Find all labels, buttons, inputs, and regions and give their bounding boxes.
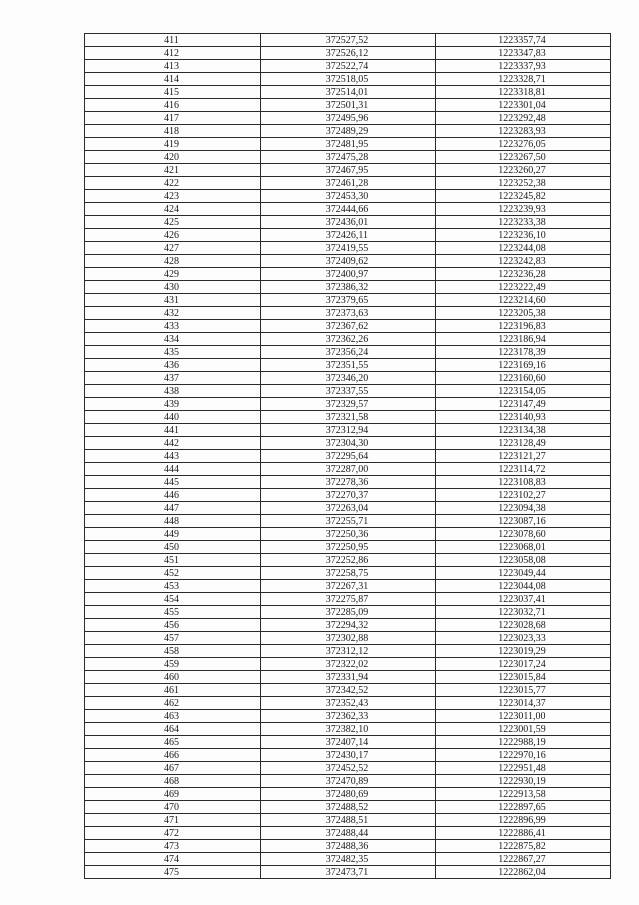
y-coordinate-cell: 1223128,49 bbox=[436, 437, 611, 450]
table-row bbox=[85, 632, 611, 645]
table-row bbox=[85, 528, 611, 541]
table-row bbox=[85, 242, 611, 255]
x-coordinate-cell: 372430,17 bbox=[261, 749, 436, 762]
y-coordinate-cell: 1223186,94 bbox=[436, 333, 611, 346]
y-coordinate-cell: 1223205,38 bbox=[436, 307, 611, 320]
point-number-cell: 455 bbox=[85, 606, 261, 619]
x-coordinate-cell: 372346,20 bbox=[261, 372, 436, 385]
point-number-cell: 450 bbox=[85, 541, 261, 554]
table-row bbox=[85, 411, 611, 424]
y-coordinate-cell: 1222970,16 bbox=[436, 749, 611, 762]
table-row bbox=[85, 866, 611, 879]
point-number-cell: 461 bbox=[85, 684, 261, 697]
point-number-cell: 470 bbox=[85, 801, 261, 814]
y-coordinate-cell: 1222930,19 bbox=[436, 775, 611, 788]
point-number-cell: 417 bbox=[85, 112, 261, 125]
y-coordinate-cell: 1222862,04 bbox=[436, 866, 611, 879]
y-coordinate-cell: 1222913,58 bbox=[436, 788, 611, 801]
x-coordinate-cell: 372287,00 bbox=[261, 463, 436, 476]
x-coordinate-cell: 372386,32 bbox=[261, 281, 436, 294]
table-row bbox=[85, 710, 611, 723]
table-row bbox=[85, 73, 611, 86]
point-number-cell: 454 bbox=[85, 593, 261, 606]
table-row bbox=[85, 372, 611, 385]
y-coordinate-cell: 1223318,81 bbox=[436, 86, 611, 99]
table-row bbox=[85, 450, 611, 463]
x-coordinate-cell: 372400,97 bbox=[261, 268, 436, 281]
y-coordinate-cell: 1223032,71 bbox=[436, 606, 611, 619]
x-coordinate-cell: 372373,63 bbox=[261, 307, 436, 320]
y-coordinate-cell: 1223267,50 bbox=[436, 151, 611, 164]
y-coordinate-cell: 1223114,72 bbox=[436, 463, 611, 476]
point-number-cell: 438 bbox=[85, 385, 261, 398]
x-coordinate-cell: 372352,43 bbox=[261, 697, 436, 710]
table-row bbox=[85, 229, 611, 242]
y-coordinate-cell: 1222896,99 bbox=[436, 814, 611, 827]
y-coordinate-cell: 1223245,82 bbox=[436, 190, 611, 203]
y-coordinate-cell: 1223222,49 bbox=[436, 281, 611, 294]
x-coordinate-cell: 372473,71 bbox=[261, 866, 436, 879]
x-coordinate-cell: 372295,64 bbox=[261, 450, 436, 463]
point-number-cell: 440 bbox=[85, 411, 261, 424]
x-coordinate-cell: 372337,55 bbox=[261, 385, 436, 398]
point-number-cell: 437 bbox=[85, 372, 261, 385]
table-row bbox=[85, 47, 611, 60]
table-row bbox=[85, 216, 611, 229]
table-row bbox=[85, 749, 611, 762]
table-row bbox=[85, 541, 611, 554]
y-coordinate-cell: 1223236,28 bbox=[436, 268, 611, 281]
table-row bbox=[85, 476, 611, 489]
y-coordinate-cell: 1223019,29 bbox=[436, 645, 611, 658]
point-number-cell: 413 bbox=[85, 60, 261, 73]
x-coordinate-cell: 372495,96 bbox=[261, 112, 436, 125]
x-coordinate-cell: 372270,37 bbox=[261, 489, 436, 502]
table-row bbox=[85, 255, 611, 268]
table-row bbox=[85, 437, 611, 450]
point-number-cell: 421 bbox=[85, 164, 261, 177]
x-coordinate-cell: 372489,29 bbox=[261, 125, 436, 138]
y-coordinate-cell: 1223301,04 bbox=[436, 99, 611, 112]
x-coordinate-cell: 372252,86 bbox=[261, 554, 436, 567]
point-number-cell: 462 bbox=[85, 697, 261, 710]
x-coordinate-cell: 372426,11 bbox=[261, 229, 436, 242]
table-row bbox=[85, 502, 611, 515]
point-number-cell: 475 bbox=[85, 866, 261, 879]
y-coordinate-cell: 1223169,16 bbox=[436, 359, 611, 372]
point-number-cell: 411 bbox=[85, 34, 261, 47]
y-coordinate-cell: 1223214,60 bbox=[436, 294, 611, 307]
x-coordinate-cell: 372461,28 bbox=[261, 177, 436, 190]
point-number-cell: 473 bbox=[85, 840, 261, 853]
table-row bbox=[85, 827, 611, 840]
point-number-cell: 467 bbox=[85, 762, 261, 775]
table-row bbox=[85, 580, 611, 593]
point-number-cell: 433 bbox=[85, 320, 261, 333]
point-number-cell: 425 bbox=[85, 216, 261, 229]
table-row bbox=[85, 125, 611, 138]
x-coordinate-cell: 372250,95 bbox=[261, 541, 436, 554]
point-number-cell: 449 bbox=[85, 528, 261, 541]
x-coordinate-cell: 372255,71 bbox=[261, 515, 436, 528]
table-row bbox=[85, 346, 611, 359]
table-row bbox=[85, 515, 611, 528]
x-coordinate-cell: 372331,94 bbox=[261, 671, 436, 684]
y-coordinate-cell: 1222875,82 bbox=[436, 840, 611, 853]
table-row bbox=[85, 671, 611, 684]
x-coordinate-cell: 372514,01 bbox=[261, 86, 436, 99]
point-number-cell: 463 bbox=[85, 710, 261, 723]
x-coordinate-cell: 372518,05 bbox=[261, 73, 436, 86]
coordinates-table bbox=[84, 33, 611, 879]
point-number-cell: 419 bbox=[85, 138, 261, 151]
table-row bbox=[85, 723, 611, 736]
point-number-cell: 466 bbox=[85, 749, 261, 762]
point-number-cell: 412 bbox=[85, 47, 261, 60]
table-row bbox=[85, 203, 611, 216]
table-row bbox=[85, 281, 611, 294]
x-coordinate-cell: 372453,30 bbox=[261, 190, 436, 203]
coordinates-table-body bbox=[85, 34, 611, 879]
point-number-cell: 447 bbox=[85, 502, 261, 515]
x-coordinate-cell: 372379,65 bbox=[261, 294, 436, 307]
y-coordinate-cell: 1223283,93 bbox=[436, 125, 611, 138]
x-coordinate-cell: 372467,95 bbox=[261, 164, 436, 177]
y-coordinate-cell: 1223058,08 bbox=[436, 554, 611, 567]
y-coordinate-cell: 1223044,08 bbox=[436, 580, 611, 593]
x-coordinate-cell: 372294,32 bbox=[261, 619, 436, 632]
y-coordinate-cell: 1223160,60 bbox=[436, 372, 611, 385]
point-number-cell: 460 bbox=[85, 671, 261, 684]
x-coordinate-cell: 372419,55 bbox=[261, 242, 436, 255]
x-coordinate-cell: 372526,12 bbox=[261, 47, 436, 60]
y-coordinate-cell: 1223015,77 bbox=[436, 684, 611, 697]
y-coordinate-cell: 1223196,83 bbox=[436, 320, 611, 333]
table-row bbox=[85, 320, 611, 333]
x-coordinate-cell: 372312,94 bbox=[261, 424, 436, 437]
table-row bbox=[85, 788, 611, 801]
point-number-cell: 452 bbox=[85, 567, 261, 580]
point-number-cell: 442 bbox=[85, 437, 261, 450]
y-coordinate-cell: 1223121,27 bbox=[436, 450, 611, 463]
table-row bbox=[85, 645, 611, 658]
point-number-cell: 456 bbox=[85, 619, 261, 632]
table-row bbox=[85, 398, 611, 411]
point-number-cell: 435 bbox=[85, 346, 261, 359]
y-coordinate-cell: 1223014,37 bbox=[436, 697, 611, 710]
x-coordinate-cell: 372488,36 bbox=[261, 840, 436, 853]
x-coordinate-cell: 372356,24 bbox=[261, 346, 436, 359]
y-coordinate-cell: 1222897,65 bbox=[436, 801, 611, 814]
point-number-cell: 422 bbox=[85, 177, 261, 190]
y-coordinate-cell: 1223102,27 bbox=[436, 489, 611, 502]
y-coordinate-cell: 1222951,48 bbox=[436, 762, 611, 775]
point-number-cell: 428 bbox=[85, 255, 261, 268]
table-row bbox=[85, 554, 611, 567]
y-coordinate-cell: 1223108,83 bbox=[436, 476, 611, 489]
y-coordinate-cell: 1222886,41 bbox=[436, 827, 611, 840]
x-coordinate-cell: 372527,52 bbox=[261, 34, 436, 47]
point-number-cell: 453 bbox=[85, 580, 261, 593]
point-number-cell: 445 bbox=[85, 476, 261, 489]
x-coordinate-cell: 372470,89 bbox=[261, 775, 436, 788]
x-coordinate-cell: 372367,62 bbox=[261, 320, 436, 333]
table-row bbox=[85, 853, 611, 866]
point-number-cell: 439 bbox=[85, 398, 261, 411]
table-row bbox=[85, 489, 611, 502]
point-number-cell: 441 bbox=[85, 424, 261, 437]
x-coordinate-cell: 372267,31 bbox=[261, 580, 436, 593]
table-row bbox=[85, 593, 611, 606]
point-number-cell: 472 bbox=[85, 827, 261, 840]
table-row bbox=[85, 307, 611, 320]
point-number-cell: 424 bbox=[85, 203, 261, 216]
point-number-cell: 457 bbox=[85, 632, 261, 645]
table-row bbox=[85, 424, 611, 437]
table-row bbox=[85, 164, 611, 177]
table-row bbox=[85, 736, 611, 749]
table-row bbox=[85, 86, 611, 99]
y-coordinate-cell: 1223087,16 bbox=[436, 515, 611, 528]
x-coordinate-cell: 372263,04 bbox=[261, 502, 436, 515]
y-coordinate-cell: 1223011,00 bbox=[436, 710, 611, 723]
y-coordinate-cell: 1223276,05 bbox=[436, 138, 611, 151]
y-coordinate-cell: 1223134,38 bbox=[436, 424, 611, 437]
table-row bbox=[85, 814, 611, 827]
x-coordinate-cell: 372342,52 bbox=[261, 684, 436, 697]
table-row bbox=[85, 333, 611, 346]
point-number-cell: 464 bbox=[85, 723, 261, 736]
point-number-cell: 420 bbox=[85, 151, 261, 164]
x-coordinate-cell: 372481,95 bbox=[261, 138, 436, 151]
x-coordinate-cell: 372480,69 bbox=[261, 788, 436, 801]
table-row bbox=[85, 190, 611, 203]
x-coordinate-cell: 372436,01 bbox=[261, 216, 436, 229]
table-row bbox=[85, 177, 611, 190]
table-row bbox=[85, 138, 611, 151]
point-number-cell: 423 bbox=[85, 190, 261, 203]
point-number-cell: 446 bbox=[85, 489, 261, 502]
point-number-cell: 430 bbox=[85, 281, 261, 294]
x-coordinate-cell: 372351,55 bbox=[261, 359, 436, 372]
point-number-cell: 471 bbox=[85, 814, 261, 827]
y-coordinate-cell: 1223037,41 bbox=[436, 593, 611, 606]
point-number-cell: 474 bbox=[85, 853, 261, 866]
table-row bbox=[85, 762, 611, 775]
x-coordinate-cell: 372322,02 bbox=[261, 658, 436, 671]
point-number-cell: 426 bbox=[85, 229, 261, 242]
y-coordinate-cell: 1223068,01 bbox=[436, 541, 611, 554]
point-number-cell: 458 bbox=[85, 645, 261, 658]
y-coordinate-cell: 1223049,44 bbox=[436, 567, 611, 580]
y-coordinate-cell: 1223292,48 bbox=[436, 112, 611, 125]
point-number-cell: 427 bbox=[85, 242, 261, 255]
table-row bbox=[85, 684, 611, 697]
x-coordinate-cell: 372304,30 bbox=[261, 437, 436, 450]
point-number-cell: 444 bbox=[85, 463, 261, 476]
x-coordinate-cell: 372409,62 bbox=[261, 255, 436, 268]
point-number-cell: 418 bbox=[85, 125, 261, 138]
table-row bbox=[85, 840, 611, 853]
table-row bbox=[85, 775, 611, 788]
x-coordinate-cell: 372312,12 bbox=[261, 645, 436, 658]
y-coordinate-cell: 1222988,19 bbox=[436, 736, 611, 749]
table-row bbox=[85, 567, 611, 580]
x-coordinate-cell: 372362,33 bbox=[261, 710, 436, 723]
y-coordinate-cell: 1223244,08 bbox=[436, 242, 611, 255]
y-coordinate-cell: 1223001,59 bbox=[436, 723, 611, 736]
x-coordinate-cell: 372321,58 bbox=[261, 411, 436, 424]
table-row bbox=[85, 463, 611, 476]
point-number-cell: 434 bbox=[85, 333, 261, 346]
y-coordinate-cell: 1223239,93 bbox=[436, 203, 611, 216]
table-row bbox=[85, 268, 611, 281]
y-coordinate-cell: 1223236,10 bbox=[436, 229, 611, 242]
point-number-cell: 414 bbox=[85, 73, 261, 86]
x-coordinate-cell: 372258,75 bbox=[261, 567, 436, 580]
x-coordinate-cell: 372362,26 bbox=[261, 333, 436, 346]
point-number-cell: 432 bbox=[85, 307, 261, 320]
y-coordinate-cell: 1223147,49 bbox=[436, 398, 611, 411]
table-row bbox=[85, 359, 611, 372]
y-coordinate-cell: 1223023,33 bbox=[436, 632, 611, 645]
table-row bbox=[85, 60, 611, 73]
table-row bbox=[85, 112, 611, 125]
y-coordinate-cell: 1223028,68 bbox=[436, 619, 611, 632]
x-coordinate-cell: 372488,44 bbox=[261, 827, 436, 840]
table-row bbox=[85, 34, 611, 47]
y-coordinate-cell: 1223015,84 bbox=[436, 671, 611, 684]
table-row bbox=[85, 606, 611, 619]
point-number-cell: 451 bbox=[85, 554, 261, 567]
x-coordinate-cell: 372488,51 bbox=[261, 814, 436, 827]
y-coordinate-cell: 1223337,93 bbox=[436, 60, 611, 73]
point-number-cell: 469 bbox=[85, 788, 261, 801]
y-coordinate-cell: 1223178,39 bbox=[436, 346, 611, 359]
point-number-cell: 465 bbox=[85, 736, 261, 749]
table-row bbox=[85, 385, 611, 398]
x-coordinate-cell: 372407,14 bbox=[261, 736, 436, 749]
x-coordinate-cell: 372329,57 bbox=[261, 398, 436, 411]
y-coordinate-cell: 1223094,38 bbox=[436, 502, 611, 515]
x-coordinate-cell: 372501,31 bbox=[261, 99, 436, 112]
point-number-cell: 448 bbox=[85, 515, 261, 528]
y-coordinate-cell: 1223328,71 bbox=[436, 73, 611, 86]
table-row bbox=[85, 99, 611, 112]
x-coordinate-cell: 372275,87 bbox=[261, 593, 436, 606]
table-row bbox=[85, 801, 611, 814]
x-coordinate-cell: 372250,36 bbox=[261, 528, 436, 541]
point-number-cell: 416 bbox=[85, 99, 261, 112]
x-coordinate-cell: 372482,35 bbox=[261, 853, 436, 866]
point-number-cell: 429 bbox=[85, 268, 261, 281]
x-coordinate-cell: 372522,74 bbox=[261, 60, 436, 73]
x-coordinate-cell: 372475,28 bbox=[261, 151, 436, 164]
table-row bbox=[85, 619, 611, 632]
y-coordinate-cell: 1223140,93 bbox=[436, 411, 611, 424]
table-row bbox=[85, 658, 611, 671]
y-coordinate-cell: 1223242,83 bbox=[436, 255, 611, 268]
x-coordinate-cell: 372278,36 bbox=[261, 476, 436, 489]
y-coordinate-cell: 1223260,27 bbox=[436, 164, 611, 177]
point-number-cell: 415 bbox=[85, 86, 261, 99]
point-number-cell: 443 bbox=[85, 450, 261, 463]
y-coordinate-cell: 1223154,05 bbox=[436, 385, 611, 398]
point-number-cell: 468 bbox=[85, 775, 261, 788]
y-coordinate-cell: 1223357,74 bbox=[436, 34, 611, 47]
point-number-cell: 459 bbox=[85, 658, 261, 671]
y-coordinate-cell: 1223078,60 bbox=[436, 528, 611, 541]
point-number-cell: 431 bbox=[85, 294, 261, 307]
x-coordinate-cell: 372302,88 bbox=[261, 632, 436, 645]
x-coordinate-cell: 372444,66 bbox=[261, 203, 436, 216]
table-row bbox=[85, 294, 611, 307]
y-coordinate-cell: 1223252,38 bbox=[436, 177, 611, 190]
x-coordinate-cell: 372488,52 bbox=[261, 801, 436, 814]
y-coordinate-cell: 1222867,27 bbox=[436, 853, 611, 866]
y-coordinate-cell: 1223017,24 bbox=[436, 658, 611, 671]
x-coordinate-cell: 372285,09 bbox=[261, 606, 436, 619]
point-number-cell: 436 bbox=[85, 359, 261, 372]
table-row bbox=[85, 697, 611, 710]
y-coordinate-cell: 1223233,38 bbox=[436, 216, 611, 229]
table-row bbox=[85, 151, 611, 164]
x-coordinate-cell: 372382,10 bbox=[261, 723, 436, 736]
y-coordinate-cell: 1223347,83 bbox=[436, 47, 611, 60]
x-coordinate-cell: 372452,52 bbox=[261, 762, 436, 775]
